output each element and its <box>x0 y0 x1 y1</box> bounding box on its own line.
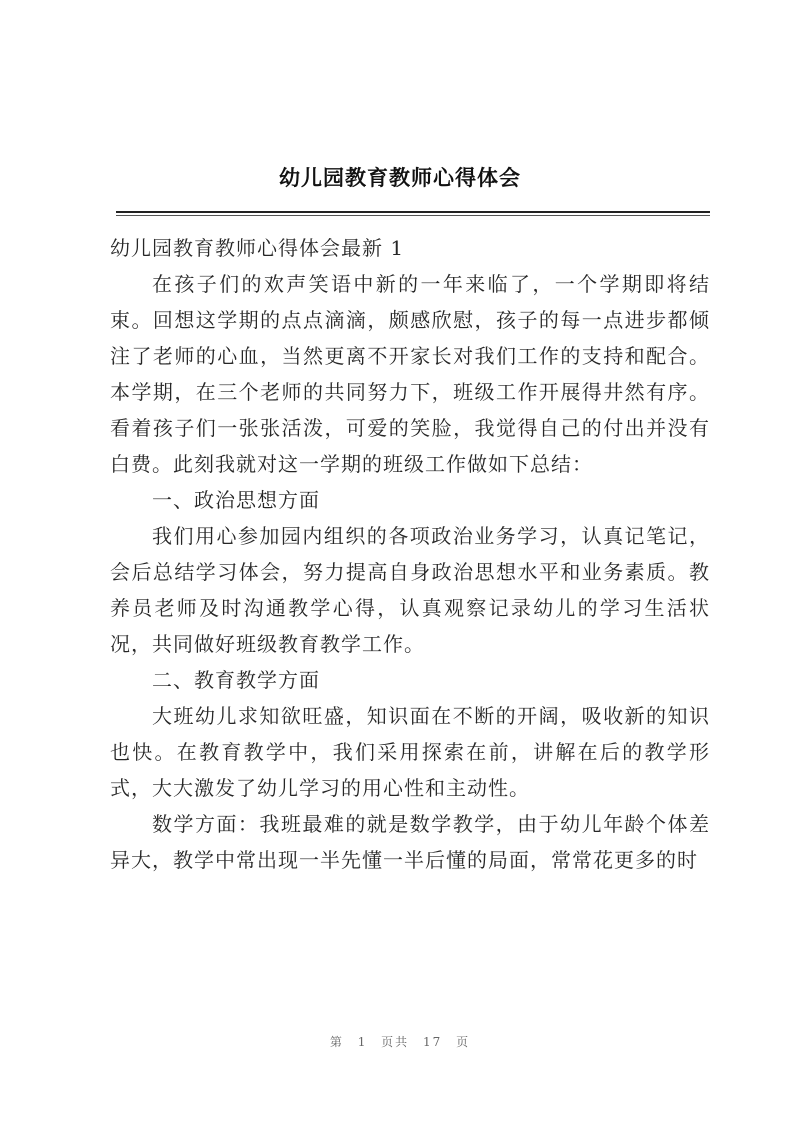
section-heading: 二、教育教学方面 <box>152 668 320 692</box>
footer-total-pages: 17 <box>423 1035 443 1049</box>
footer-suffix: 页 <box>456 1035 471 1049</box>
footer-mid: 页共 <box>381 1035 410 1049</box>
section-heading: 一、政治思想方面 <box>152 488 320 512</box>
document-body <box>110 230 710 878</box>
page-footer <box>0 1033 800 1050</box>
body-paragraph: 大班幼儿求知欲旺盛，知识面在不断的开阔，吸收新的知识也快。在教育教学中，我们采用探索在前，讲解在后的教学形式，大大激发了幼儿学习的用心性和主动性。 <box>110 704 710 800</box>
body-paragraph: 我们用心参加园内组织的各项政治业务学习，认真记笔记，会后总结学习体会，努力提高自身政治思想水平和业务素质。教养员老师及时沟通教学心得，认真观察记录幼儿的学习生活状况，共同做好班级教育教学工作。 <box>110 524 710 656</box>
body-paragraph: 在孩子们的欢声笑语中新的一年来临了，一个学期即将结束。回想这学期的点点滴滴，颇感欣慰，孩子的每一点进步都倾注了老师的心血，当然更离不开家长对我们工作的支持和配合。本学期，在三个老师的共同努力下，班级工作开展得井然有序。看着孩子们一张张活泼，可爱的笑脸，我觉得自己的付出并没有白费。此刻我就对这一学期的班级工作做如下总结： <box>110 272 710 476</box>
footer-prefix: 第 <box>329 1035 344 1049</box>
footer-page-number: 1 <box>357 1035 368 1049</box>
title-divider-thin <box>116 215 710 216</box>
title-divider <box>116 211 710 213</box>
section-subtitle: 幼儿园教育教师心得体会最新 1 <box>110 236 405 260</box>
body-paragraph: 数学方面：我班最难的就是数学教学，由于幼儿年龄个体差异大，教学中常出现一半先懂一半后懂的局面，常常花更多的时 <box>110 812 710 872</box>
document-title: 幼儿园教育教师心得体会 <box>279 166 521 190</box>
